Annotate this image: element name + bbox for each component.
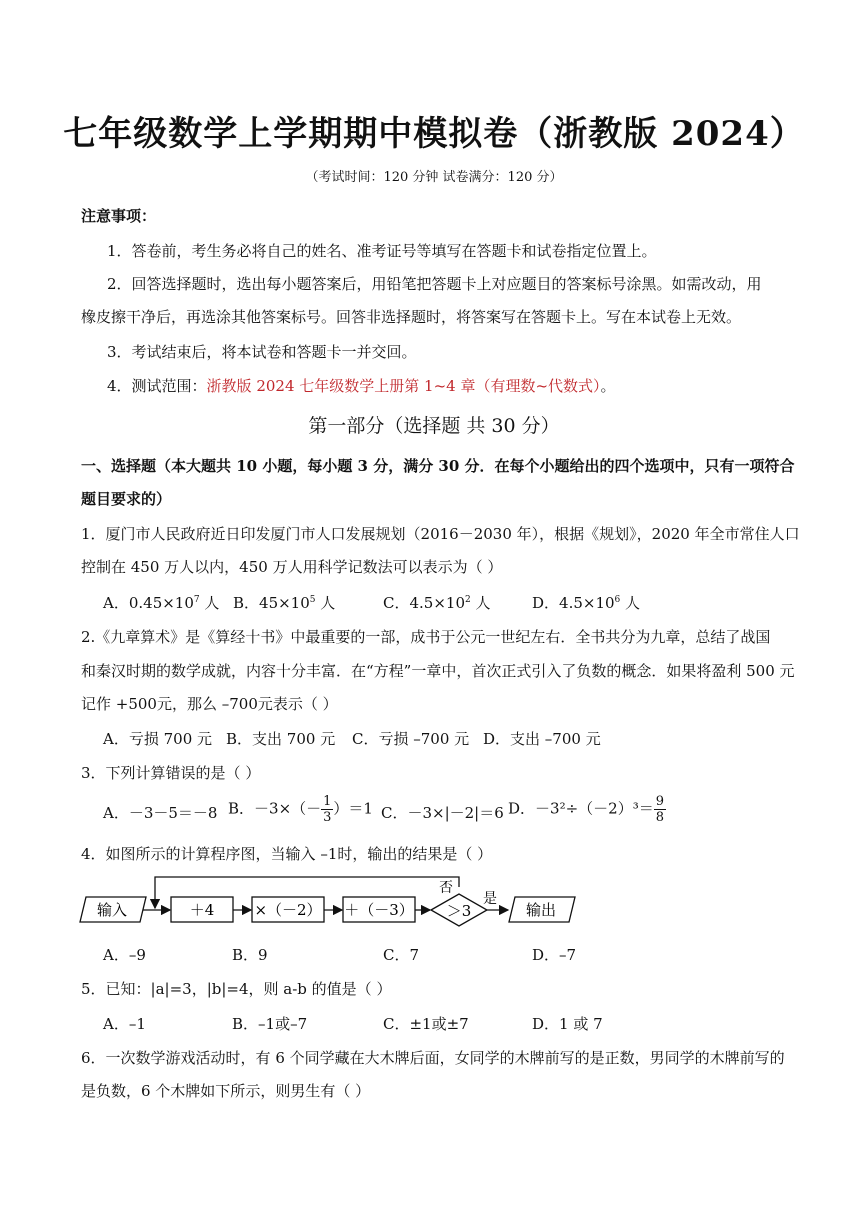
q2-option-a: A．亏损 700 元: [103, 730, 212, 748]
q3-option-a: A．－3－5＝－8: [103, 804, 218, 822]
q4-option-a: A．–9: [103, 946, 146, 964]
note-item-2: 2．回答选择题时，选出每小题答案后，用铅笔把答题卡上对应题目的答案标号涂黑。如需改动，用: [107, 275, 762, 293]
note-item-3: 3．考试结束后，将本试卷和答题卡一并交回。: [107, 343, 417, 361]
q2-stem-line1: 2.《九章算术》是《算经十书》中最重要的一部，成书于公元一世纪左右．全书共分为九章，总结了战国: [81, 628, 771, 646]
q3-option-d: D．－3²÷（－2）³＝ $\frac{9}{8}$: [508, 794, 664, 825]
q5-stem: 5．已知：|a|=3，|b|=4，则 a-b 的值是（ ）: [81, 980, 392, 998]
q2-stem-line3: 记作 +500元，那么 –700元表示（ ）: [81, 695, 338, 713]
q6-stem-line1: 6．一次数学游戏活动时，有 6 个同学藏在大木牌后面，女同学的木牌前写的是正数，男同学的木牌前写的: [81, 1049, 785, 1067]
step-multiply-label: ×（－2）: [254, 901, 322, 919]
note-item-4-suffix: 。: [600, 377, 616, 395]
note-item-2-cont: 橡皮擦干净后，再选涂其他答案标号。回答非选择题时，将答案写在答题卡上。写在本试卷上无效。: [81, 308, 742, 326]
exam-info: （考试时间：120 分钟 试卷满分：120 分）: [305, 170, 563, 185]
section-intro-line2: 题目要求的）: [81, 490, 172, 508]
fraction: $\frac{9}{8}$: [655, 794, 664, 825]
q5-option-b: B．–1或–7: [232, 1015, 308, 1033]
note-item-1: 1．答卷前，考生务必将自己的姓名、准考证号等填写在答题卡和试卷指定位置上。: [107, 242, 657, 260]
q5-option-d: D．1 或 7: [532, 1015, 603, 1033]
q2-option-d: D．支出 –700 元: [483, 730, 601, 748]
q3-option-c: C．－3×|－2|＝6: [381, 804, 504, 822]
condition-label: ＞3: [446, 902, 472, 920]
fraction: $\frac{1}{3}$: [323, 794, 332, 825]
output-label: 输出: [525, 901, 557, 919]
q2-stem-line2: 和秦汉时期的数学成就，内容十分丰富．在“方程”一章中，首次正式引入了负数的概念．如果将盈利 500 元: [81, 662, 795, 680]
q1-stem-line2: 控制在 450 万人以内，450 万人用科学记数法可以表示为（ ）: [81, 558, 503, 576]
q4-option-d: D．–7: [532, 946, 577, 964]
note-item-4-prefix: 4．测试范围：: [107, 377, 207, 395]
q6-stem-line2: 是负数，6 个木牌如下所示，则男生有（ ）: [81, 1082, 371, 1100]
q1-stem-line1: 1．厦门市人民政府近日印发厦门市人口发展规划（2016－2030 年），根据《规划》，2020 年全市常住人口: [81, 525, 800, 543]
section-intro-line1: 一、选择题（本大题共 10 小题，每小题 3 分，满分 30 分．在每个小题给出的四个选项中，只有一项符合: [81, 457, 795, 475]
no-label: 否: [439, 880, 453, 896]
q4-option-c: C．7: [383, 946, 420, 964]
q5-option-a: A．–1: [103, 1015, 146, 1033]
q3-stem: 3．下列计算错误的是（ ）: [81, 764, 261, 782]
flowchart-diagram: [0, 870, 868, 930]
q1-option-a: A．$0.45\times 10^7$ 人: [103, 594, 220, 612]
step-add-neg3-label: ＋（－3）: [344, 901, 414, 919]
yes-label: 是: [483, 891, 497, 907]
q2-option-b: B．支出 700 元: [226, 730, 336, 748]
q3-option-b: B．－3×（－ $\frac{1}{3}$ ）＝1: [228, 794, 373, 825]
q4-option-b: B．9: [232, 946, 268, 964]
note-item-4: [107, 375, 616, 396]
notes-heading: 注意事项：: [81, 207, 157, 225]
test-range: 浙教版 2024 七年级数学上册第 1~4 章（有理数~代数式）: [206, 377, 601, 395]
q1-option-c: C．$4.5\times 10^2$ 人: [383, 594, 491, 612]
q5-option-c: C．±1或±7: [383, 1015, 469, 1033]
input-label: 输入: [96, 901, 128, 919]
step-add-4-label: ＋4: [189, 901, 215, 919]
q4-stem: 4．如图所示的计算程序图，当输入 –1时，输出的结果是（ ）: [81, 845, 493, 863]
q1-option-b: B．$45\times 10^5$ 人: [233, 594, 336, 612]
q1-option-d: D．$4.5\times 10^6$ 人: [532, 594, 641, 612]
q2-option-c: C．亏损 –700 元: [352, 730, 470, 748]
section-title: 第一部分（选择题 共 30 分）: [308, 415, 560, 437]
page-title: 七年级数学上学期期中模拟卷（浙教版 2024）: [63, 114, 805, 154]
